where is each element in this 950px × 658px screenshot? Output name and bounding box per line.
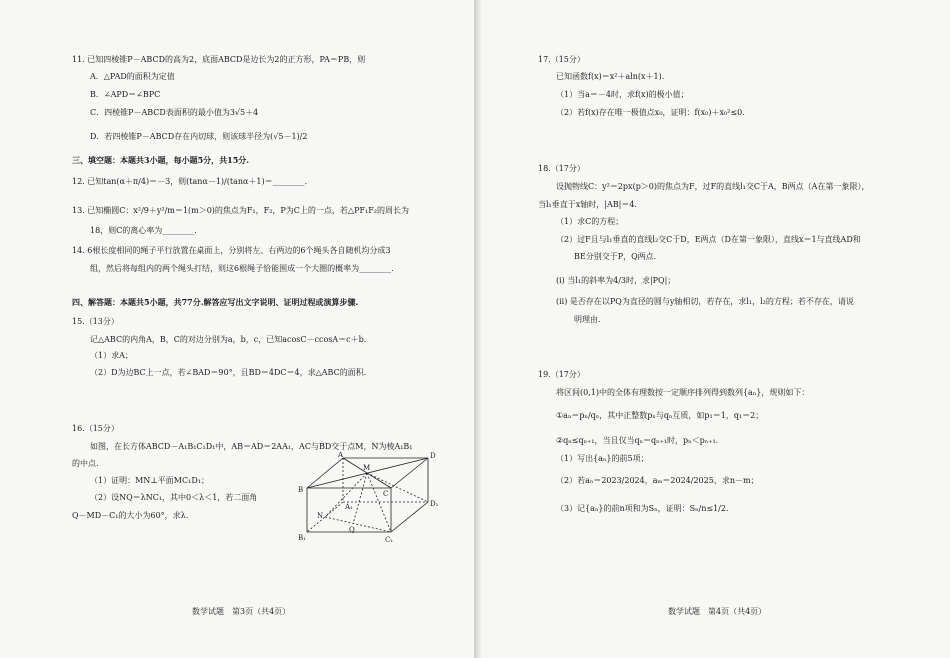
label-q: Q [349, 526, 355, 534]
seg-nc1 [325, 517, 391, 532]
label-a: A [338, 452, 344, 459]
q15-stem: 记△ABC的内角A，B，C的对边分别为a，b，c，已知acosC－ccosA＝c＋b. [90, 335, 367, 344]
q18-part1: （1）求C的方程； [556, 217, 624, 226]
seg-mc1 [367, 473, 391, 532]
q19-title: 19.（17分） [538, 370, 585, 379]
label-c1: C₁ [385, 536, 394, 544]
left-page-footer: 数学试题 第3页（共4页） [192, 607, 291, 616]
q19-part1: （1）写出{aₙ}的前5项； [556, 454, 649, 463]
q18-part2a: （2）过F且与l₁垂直的直线l₂交C于D，E两点（D在第一象限），直线x＝1与直线AD和 [556, 235, 861, 244]
q13-line2: 18，则C的离心率为________. [90, 226, 197, 235]
q19-rule1: ①aₙ＝pₙ/qₙ，其中正整数pₙ与qₙ互质，如p₁＝1，q₁＝2； [556, 411, 764, 420]
q13-line1: 13. 已知椭圆C：x²/9＋y²/m＝1(m＞0)的焦点为F₁，F₂，P为C上的一点，若△PF₁F₂的周长为 [72, 206, 409, 215]
label-d: D [430, 452, 436, 460]
q16-part3: Q－MD－C₁的大小为60°，求λ. [72, 511, 189, 520]
label-n: N [317, 512, 324, 520]
q19-part2: （2）若aₙ＝2023/2024，aₘ＝2024/2025，求n－m； [556, 476, 759, 485]
q17-part1: （1）当a＝－4时，求f(x)的极小值； [556, 90, 689, 99]
q18-part2-ii-a: (ii) 是否存在以PQ为直径的圆与y轴相切，若存在，求l₁，l₂的方程；若不存在，请说 [556, 297, 854, 306]
q16-part1: （1）证明：MN⊥平面MC₁D₁； [90, 476, 209, 485]
q16-part2: （2）设NQ＝λNC₁，其中0＜λ＜1，若二面角 [90, 493, 258, 502]
section-fill-in: 三、填空题：本题共3小题，每小题5分，共15分. [72, 155, 250, 165]
q12: 12. 已知tan(α＋π/4)＝－3，则(tanα－1)/(tanα＋1)＝________. [72, 177, 308, 186]
q15-part1: （1）求A； [90, 351, 133, 360]
q18-part2-ii-b: 明理由. [574, 315, 601, 324]
label-m: M [363, 464, 371, 472]
q19-part3: （3）记{aₙ}的前n项和为Sₙ，证明：Sₙ/n≤1/2. [556, 504, 729, 513]
section-solutions: 四、解答题：本题共5小题，共77分.解答应写出文字说明、证明过程或演算步骤. [72, 297, 359, 307]
label-c: C [383, 490, 389, 498]
label-a1: A₁ [345, 503, 353, 511]
q18-title: 18.（17分） [538, 164, 585, 173]
q17-stem: 已知函数f(x)＝x²＋aln(x＋1). [556, 72, 665, 81]
q11-stem: 11. 已知四棱锥P－ABCD的高为2，底面ABCD是边长为2的正方形，PA＝PB，则 [72, 55, 366, 64]
q16-stem2: 的中点. [72, 459, 99, 468]
left-exam-page [0, 0, 474, 658]
right-exam-page [476, 0, 950, 658]
label-b1: B₁ [298, 534, 306, 542]
label-d1: D₁ [430, 500, 439, 508]
q11-option-c: C．四棱锥P－ABCD表面积的最小值为3√5＋4 [90, 108, 259, 117]
q19-stem: 将区间(0,1)中的全体有理数按一定顺序排列得到数列{aₙ}，规则如下： [556, 388, 810, 397]
q19-rule2: ②qₙ≤qₙ₊₁，当且仅当qₙ＝qₙ₊₁时，pₙ＜pₙ₊₁. [556, 436, 719, 445]
q16-stem1: 如图，在长方体ABCD－A₁B₁C₁D₁中，AB＝AD＝2AA₁，AC与BD交于点M，N为棱A₁B₁ [90, 442, 413, 451]
cuboid-figure [293, 452, 443, 544]
q15-title: 15.（13分） [72, 317, 119, 326]
seg-mq [353, 473, 367, 524]
q14-line2: 组，然后将每组内的两个绳头打结，则这6根绳子恰能围成一个大圈的概率为________. [90, 264, 394, 273]
page-edge-shadow [476, 0, 482, 658]
q18-part2b: BE分别交于P，Q两点. [574, 252, 657, 261]
q15-part2: （2）D为边BC上一点，若∠BAD＝90°，且BD＝4DC＝4，求△ABC的面积. [90, 368, 367, 377]
q11-option-a: A．△PAD的面积为定值 [90, 72, 175, 81]
q14-line1: 14. 6根长度相同的绳子平行放置在桌面上，分别将左、右两边的6个绳头各自随机均分成3 [72, 246, 391, 255]
cuboid-diagram [293, 452, 443, 544]
seg-md1 [367, 473, 428, 502]
edge-c1d1 [391, 502, 428, 532]
q11-option-b: B．∠APD＝∠BPC [90, 90, 161, 99]
q18-stem2: 当l₁垂直于x轴时，|AB|＝4. [538, 200, 637, 209]
q18-part2-i: (i) 当l₁的斜率为4/3时，求|PQ|； [556, 276, 676, 285]
q18-stem1: 设抛物线C：y²＝2px(p＞0)的焦点为F，过F的直线l₁交C于A，B两点（A在第一象限）， [556, 182, 870, 191]
right-page-footer: 数学试题 第4页（共4页） [668, 607, 767, 616]
q11-option-d: D．若四棱锥P－ABCD存在内切球，则该球半径为(√5－1)/2 [90, 132, 308, 141]
q16-title: 16.（15分） [72, 424, 119, 433]
q17-title: 17.（15分） [538, 55, 585, 64]
label-b: B [298, 486, 304, 494]
q17-part2: （2）若f(x)存在唯一极值点x₀，证明：f(x₀)＋x₀²≤0. [556, 108, 745, 117]
